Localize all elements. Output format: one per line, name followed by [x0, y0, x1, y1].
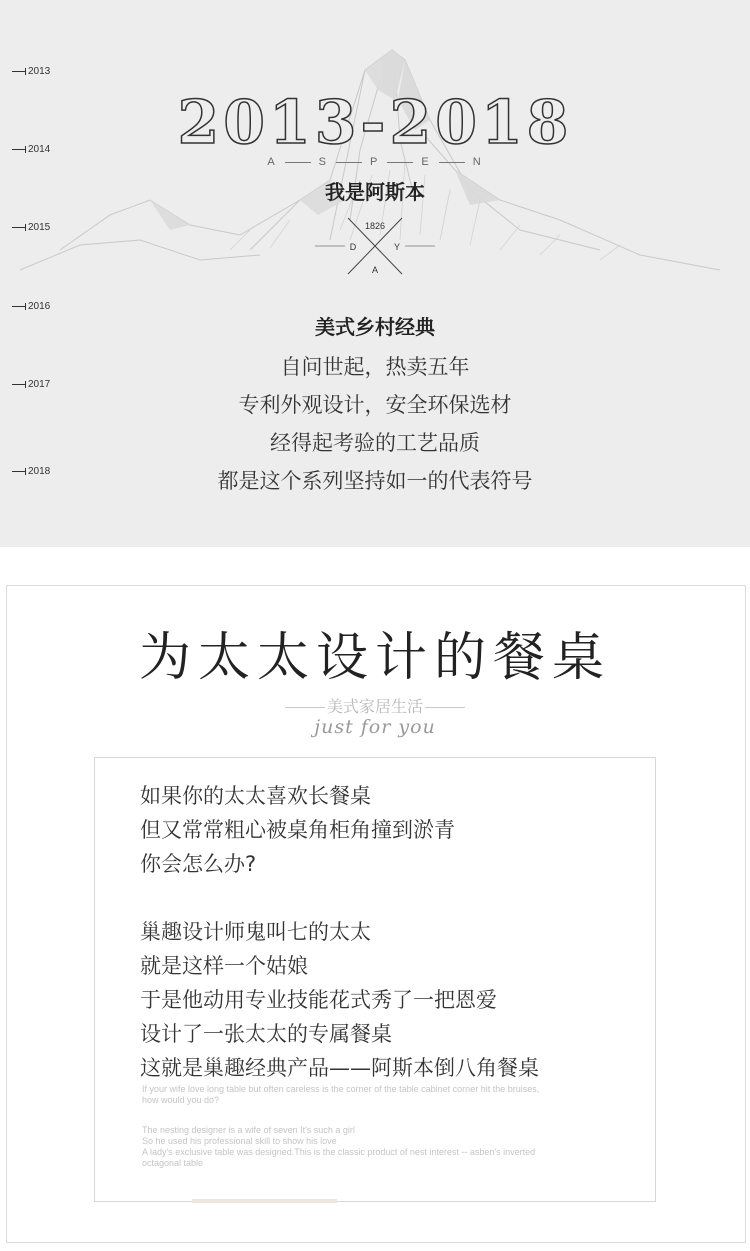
timeline-item-2013: 2013 — [12, 66, 50, 77]
english-translation-1: If your wife love long table but often careless is the corner of the table cabinet corner hit the bruises, how would you do? — [142, 1084, 540, 1105]
decorative-bar — [192, 1199, 337, 1203]
hero-banner — [0, 0, 750, 547]
emblem-right-text: Y — [393, 242, 401, 252]
card-title: 为太太设计的餐桌 — [138, 628, 611, 688]
timeline-item-2018: 2018 — [12, 466, 50, 477]
emblem-left-text: D — [349, 242, 357, 252]
description-line: 经得起考验的工艺品质 — [270, 431, 480, 455]
description-line: 自问世起，热卖五年 — [280, 355, 470, 379]
description-line: 都是这个系列坚持如一的代表符号 — [217, 469, 533, 493]
story-text — [140, 779, 640, 1085]
series-description — [0, 348, 750, 500]
timeline-item-2017: 2017 — [12, 379, 50, 390]
card-script-tagline: just for you — [314, 716, 436, 738]
story-line: 巢趣设计师鬼叫七的太太 — [140, 920, 371, 944]
story-line: 于是他动用专业技能花式秀了一把恩爱 — [140, 988, 497, 1012]
story-line: 但又常常粗心被桌角柜角撞到淤青 — [140, 818, 455, 842]
timeline-item-2015: 2015 — [12, 222, 50, 233]
emblem-bottom-text: A — [371, 265, 379, 275]
emblem-top-text: 1826 — [364, 221, 386, 231]
description-line: 专利外观设计，安全环保选材 — [238, 393, 512, 417]
story-line: 设计了一张太太的专属餐桌 — [140, 1022, 392, 1046]
emblem-logo — [310, 214, 440, 278]
story-line: 你会怎么办? — [140, 852, 257, 876]
story-line: 如果你的太太喜欢长餐桌 — [140, 784, 371, 808]
series-subtitle: 美式乡村经典 — [315, 315, 435, 339]
years-title: 2013-2018 — [177, 88, 573, 158]
story-line: 就是这样一个姑娘 — [140, 954, 308, 978]
card-subtitle: 美式家居生活 — [0, 694, 750, 717]
story-line: 这就是巢趣经典产品——阿斯本倒八角餐桌 — [140, 1056, 539, 1080]
timeline-item-2014: 2014 — [12, 144, 50, 155]
english-translation-2: The nesting designer is a wife of seven It's such a girl So he used his professional skill to show his love A lady's exclusive table was designed.This is the classic product of nest interest -- asben's inverted octagonal table — [142, 1125, 536, 1168]
brand-name: 我是阿斯本 — [325, 180, 425, 204]
aspen-letters: A S P E N — [267, 156, 483, 168]
timeline-item-2016: 2016 — [12, 301, 50, 312]
